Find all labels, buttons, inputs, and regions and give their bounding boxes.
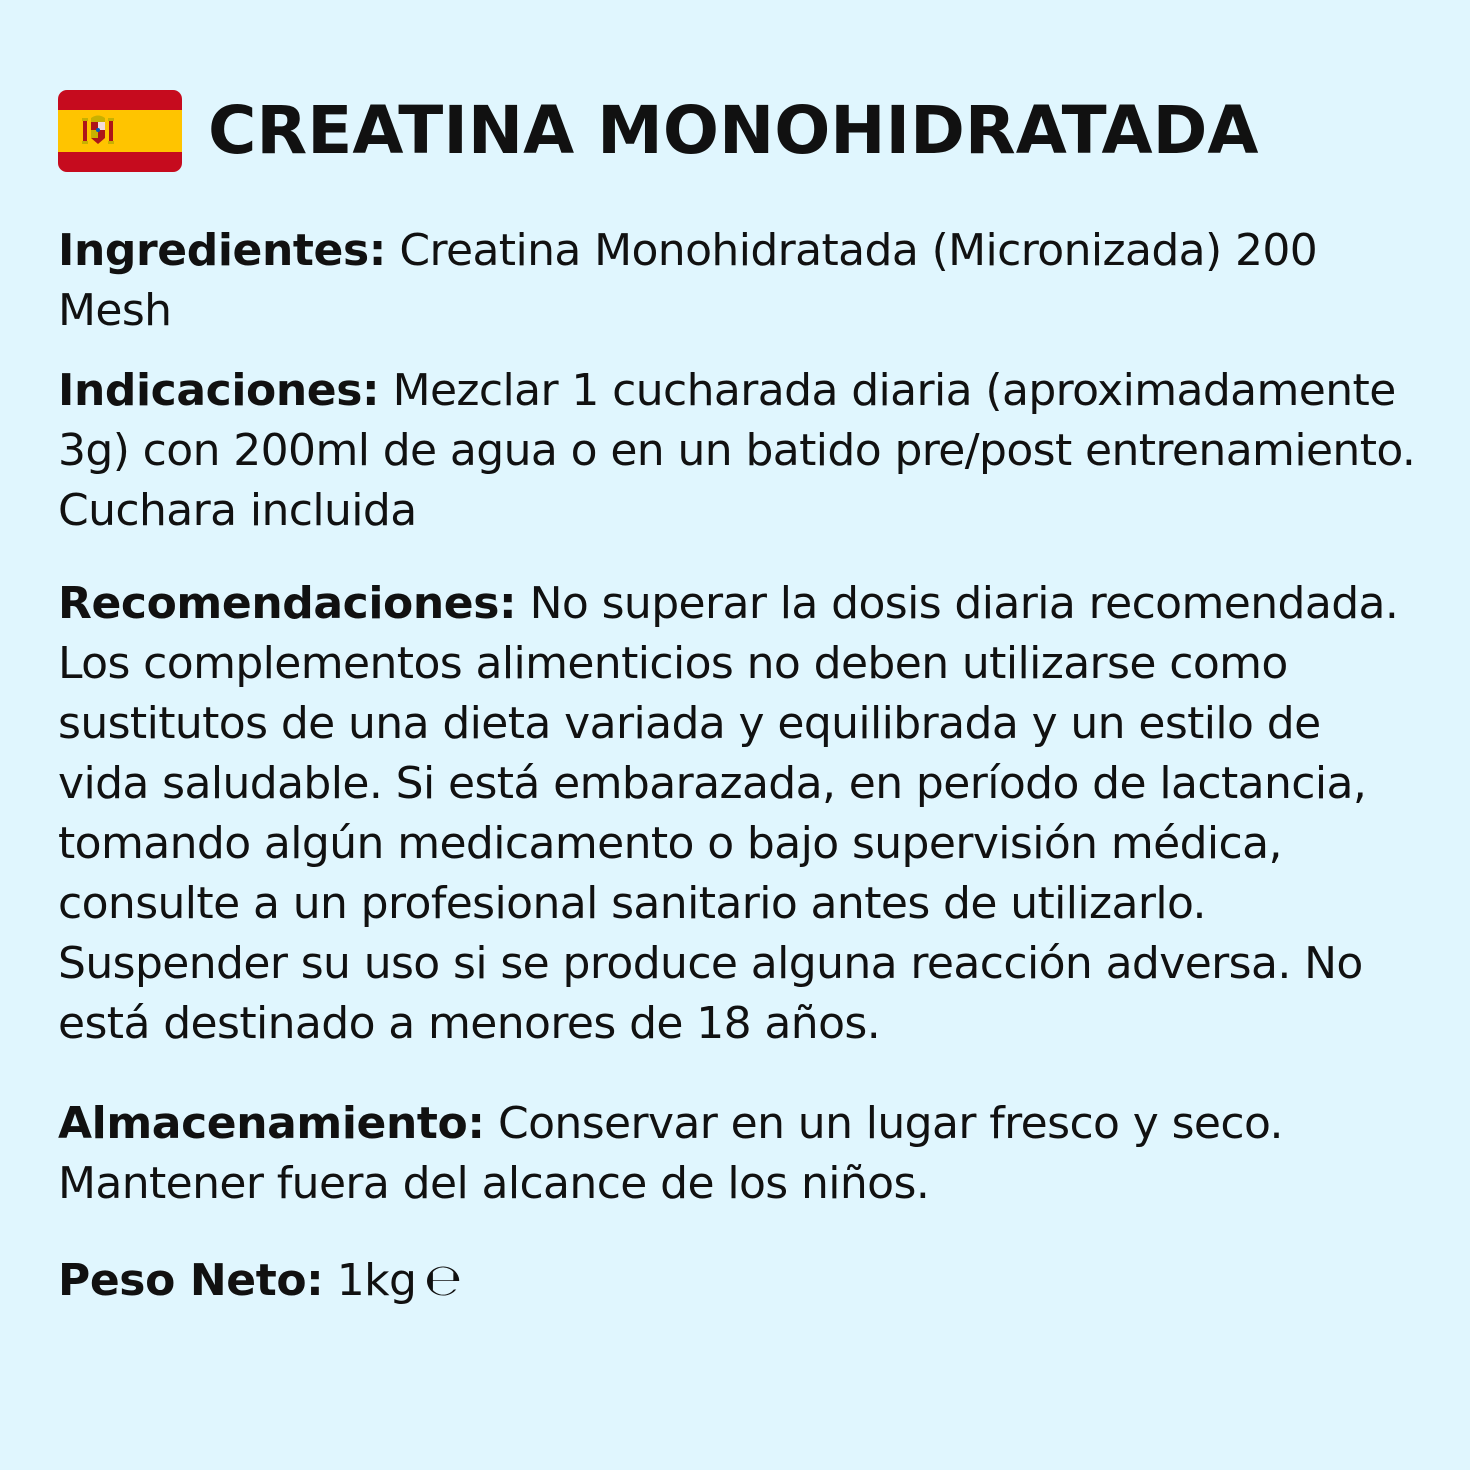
peso-neto-section xyxy=(58,1251,1418,1311)
indicaciones-label: Indicaciones: xyxy=(58,365,380,416)
page-title: CREATINA MONOHIDRATADA xyxy=(208,92,1259,169)
ingredientes-text: Creatina Monohidratada (Micronizada) 200 Mesh xyxy=(58,225,1318,336)
recomendaciones-section xyxy=(58,574,1418,1054)
estimated-sign-icon: ℮ xyxy=(424,1255,462,1306)
spain-flag-icon xyxy=(58,90,182,172)
indicaciones-text: Mezclar 1 cucharada diaria (aproximadamente 3g) con 200ml de agua o en un batido pre/post entrenamiento. Cuchara incluida xyxy=(58,365,1416,536)
ingredientes-label: Ingredientes: xyxy=(58,225,386,276)
peso-neto-value: 1kg xyxy=(336,1255,417,1306)
almacenamiento-label: Almacenamiento: xyxy=(58,1098,485,1149)
almacenamiento-text: Conservar en un lugar fresco y seco. Mantener fuera del alcance de los niños. xyxy=(58,1098,1283,1209)
recomendaciones-label: Recomendaciones: xyxy=(58,578,517,629)
indicaciones-section xyxy=(58,361,1418,541)
product-info xyxy=(58,221,1418,1311)
ingredientes-section xyxy=(58,221,1418,341)
recomendaciones-text: No superar la dosis diaria recomendada. Los complementos alimenticios no deben utilizarse como sustitutos de una dieta variada y equilibrada y un estilo de vida saludable. Si está embarazada, en período de lactancia, tomando algún medicamento o bajo supervisión médica, consulte a un profesional sanitario antes de utilizarlo. Suspender su uso si se produce alguna reacción adversa. No está destinado a menores de 18 años. xyxy=(58,578,1399,1049)
header xyxy=(58,90,1259,172)
peso-neto-label: Peso Neto: xyxy=(58,1255,324,1306)
almacenamiento-section xyxy=(58,1094,1418,1214)
